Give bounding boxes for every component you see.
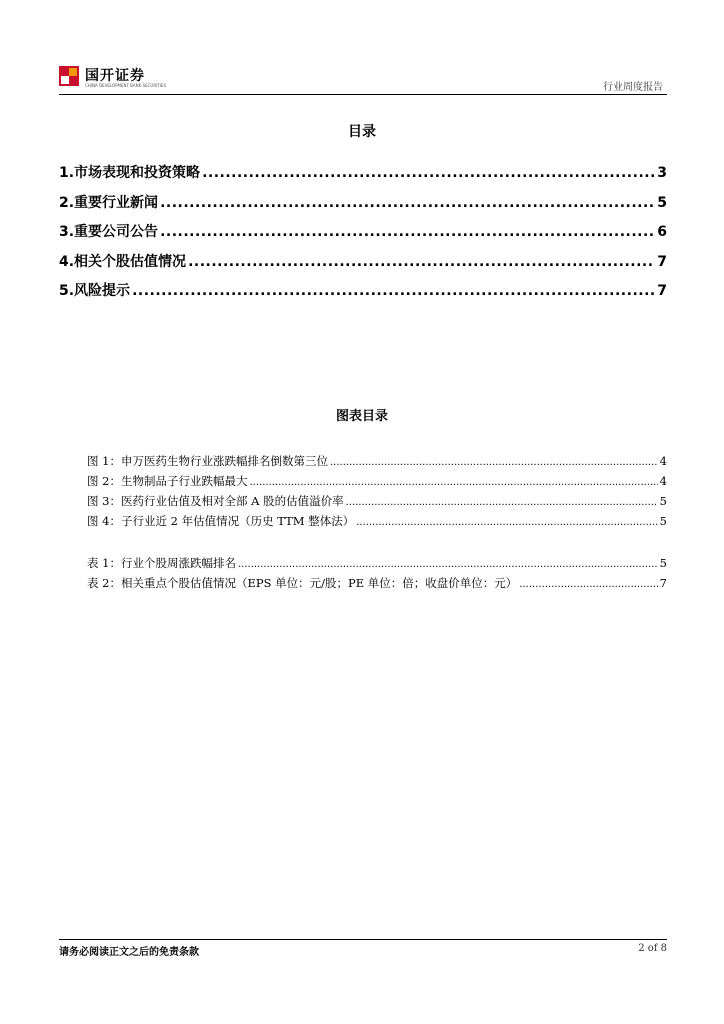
leader-dots — [249, 477, 657, 488]
table-entry[interactable] — [87, 555, 667, 575]
toc-entry-label: 5.风险提示 — [59, 283, 131, 299]
footer-divider — [59, 939, 667, 940]
figure-entry-label: 图 3：医药行业估值及相对全部 A 股的估值溢价率 — [87, 494, 344, 508]
logo-subtext: CHINA DEVELOPMENT BANK SECURITIES — [85, 83, 166, 88]
logo-icon — [59, 66, 79, 86]
toc-entry[interactable] — [59, 192, 667, 222]
logo-text: 国开证券 — [85, 68, 145, 84]
toc-entry-label: 1.市场表现和投资策略 — [59, 165, 201, 181]
figure-entry-page: 5 — [659, 494, 667, 508]
table-entry-page: 7 — [659, 576, 667, 590]
figure-entry[interactable] — [87, 493, 667, 513]
figures-title: 图表目录 — [335, 409, 388, 424]
toc-entry-page: 7 — [657, 283, 667, 299]
toc-entry-page: 7 — [657, 253, 667, 270]
table-list — [87, 555, 667, 595]
toc-entry-label: 4.相关个股估值情况 — [59, 253, 187, 270]
figure-entry-page: 4 — [659, 474, 667, 488]
figure-entry[interactable] — [87, 473, 667, 493]
toc-title: 目录 — [348, 124, 376, 140]
figure-list — [87, 453, 667, 533]
leader-dots — [160, 224, 655, 240]
toc-entry-page: 5 — [657, 194, 667, 211]
figure-entry-label: 图 1：申万医药生物行业涨跌幅排名倒数第三位 — [87, 454, 328, 468]
toc-entry-page: 3 — [657, 165, 667, 181]
table-entry-label: 表 1：行业个股周涨跌幅排名 — [87, 556, 236, 570]
toc-entry-label: 3.重要公司公告 — [59, 224, 159, 240]
toc-entry[interactable] — [59, 251, 667, 281]
leader-dots — [202, 165, 655, 181]
toc-entry[interactable] — [59, 162, 667, 192]
toc-entry-label: 2.重要行业新闻 — [59, 194, 159, 211]
page-indicator: 2 of 8 — [638, 943, 667, 954]
figure-entry-page: 4 — [659, 454, 667, 468]
toc-entry[interactable] — [59, 280, 667, 310]
table-of-contents — [59, 162, 667, 310]
disclaimer-notice: 请务必阅读正文之后的免责条款 — [59, 947, 199, 958]
leader-dots — [330, 457, 658, 468]
toc-entry-page: 6 — [657, 224, 667, 240]
figure-entry[interactable] — [87, 513, 667, 533]
leader-dots — [356, 517, 657, 528]
table-entry-label: 表 2：相关重点个股估值情况（EPS 单位：元/股；PE 单位：倍；收盘价单位：元） — [87, 576, 518, 590]
table-entry-page: 5 — [659, 556, 667, 570]
table-entry[interactable] — [87, 575, 667, 595]
leader-dots — [188, 254, 655, 270]
figure-entry-label: 图 4：子行业近 2 年估值情况（历史 TTM 整体法） — [87, 514, 355, 528]
figure-entry-label: 图 2：生物制品子行业跌幅最大 — [87, 474, 248, 488]
header-divider — [59, 94, 667, 95]
toc-entry[interactable] — [59, 221, 667, 251]
leader-dots — [346, 497, 658, 508]
leader-dots — [519, 579, 657, 590]
report-type: 行业周度报告 — [603, 82, 663, 93]
figure-entry-page: 5 — [659, 514, 667, 528]
page-header — [59, 66, 667, 94]
leader-dots — [132, 283, 655, 299]
leader-dots — [160, 195, 655, 211]
figure-entry[interactable] — [87, 453, 667, 473]
leader-dots — [238, 559, 658, 570]
